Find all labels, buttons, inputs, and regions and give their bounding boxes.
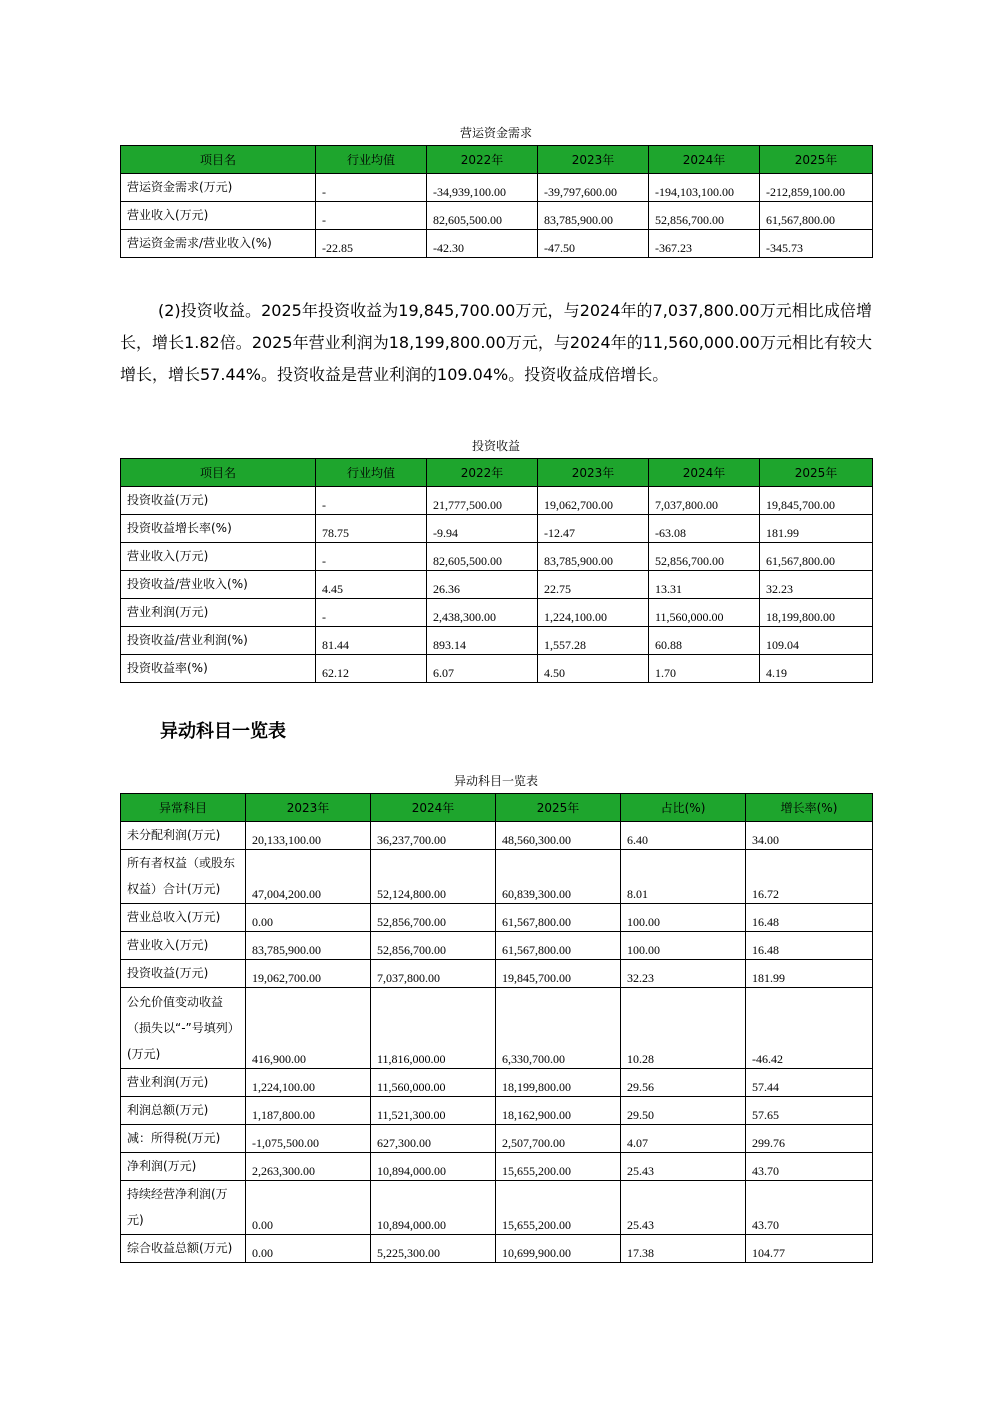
table-cell: 52,856,700.00 [371,904,496,932]
table-cell: 32.23 [760,571,873,599]
table-row [121,571,873,599]
column-header: 项目名 [121,459,316,487]
row-label: 公允价值变动收益（损失以“-”号填列）(万元) [121,988,246,1069]
table-cell: 17.38 [621,1235,746,1263]
table-cell: 11,521,300.00 [371,1097,496,1125]
table-cell: 18,199,800.00 [760,599,873,627]
table-cell: 1,224,100.00 [538,599,649,627]
table-cell: -212,859,100.00 [760,174,873,202]
table-cell: 16.48 [746,904,873,932]
table-cell: 52,856,700.00 [371,932,496,960]
table-row [121,1153,873,1181]
table-header-row [121,146,873,174]
table-cell: 6.40 [621,822,746,850]
row-label: 营运资金需求/营业收入(%) [121,230,316,258]
table-cell: 19,062,700.00 [246,960,371,988]
table-cell: 78.75 [316,515,427,543]
table-row [121,850,873,904]
table-cell: 52,856,700.00 [649,202,760,230]
table-cell: 61,567,800.00 [496,904,621,932]
row-label: 投资收益增长率(%) [121,515,316,543]
table-row [121,543,873,571]
table-row [121,515,873,543]
table-cell: 10,894,000.00 [371,1153,496,1181]
row-label: 营业收入(万元) [121,543,316,571]
table-row [121,822,873,850]
table-cell: 7,037,800.00 [371,960,496,988]
table-cell: 52,856,700.00 [649,543,760,571]
table-cell: 2,438,300.00 [427,599,538,627]
table-cell: 0.00 [246,1235,371,1263]
table-cell: 83,785,900.00 [538,202,649,230]
table-cell: 19,845,700.00 [496,960,621,988]
table-cell: 61,567,800.00 [760,543,873,571]
table-cell: 25.43 [621,1181,746,1235]
column-header: 2023年 [538,459,649,487]
table-cell: 181.99 [760,515,873,543]
table-row [121,1097,873,1125]
table-cell: -22.85 [316,230,427,258]
column-header: 2025年 [496,794,621,822]
table-cell: 83,785,900.00 [538,543,649,571]
row-label: 营业总收入(万元) [121,904,246,932]
column-header: 项目名 [121,146,316,174]
table-cell: 627,300.00 [371,1125,496,1153]
table-cell: 11,560,000.00 [371,1069,496,1097]
table-cell: 29.56 [621,1069,746,1097]
table-row [121,904,873,932]
column-header: 2023年 [538,146,649,174]
working-capital-table [120,145,873,258]
table-cell: 0.00 [246,904,371,932]
row-label: 营业利润(万元) [121,1069,246,1097]
table-header-row [121,459,873,487]
table-row [121,960,873,988]
row-label: 投资收益/营业利润(%) [121,627,316,655]
column-header: 占比(%) [621,794,746,822]
column-header: 2024年 [649,459,760,487]
table-row [121,174,873,202]
table-row [121,487,873,515]
table-cell: 60,839,300.00 [496,850,621,904]
row-label: 综合收益总额(万元) [121,1235,246,1263]
table-cell: 48,560,300.00 [496,822,621,850]
row-label: 未分配利润(万元) [121,822,246,850]
table-cell: 34.00 [746,822,873,850]
row-label: 净利润(万元) [121,1153,246,1181]
column-header: 异常科目 [121,794,246,822]
table-cell: -47.50 [538,230,649,258]
table-cell: 181.99 [746,960,873,988]
table-cell: 10.28 [621,988,746,1069]
table-cell: 8.01 [621,850,746,904]
row-label: 营运资金需求(万元) [121,174,316,202]
table-cell: 1,224,100.00 [246,1069,371,1097]
row-label: 投资收益/营业收入(%) [121,571,316,599]
row-label: 投资收益率(%) [121,655,316,683]
table-cell: - [316,543,427,571]
column-header: 行业均值 [316,459,427,487]
table-row [121,1125,873,1153]
table-cell: 20,133,100.00 [246,822,371,850]
table-cell: 82,605,500.00 [427,543,538,571]
table-cell: 19,845,700.00 [760,487,873,515]
column-header: 行业均值 [316,146,427,174]
row-label: 所有者权益（或股东权益）合计(万元) [121,850,246,904]
column-header: 2024年 [649,146,760,174]
table-cell: 43.70 [746,1181,873,1235]
column-header: 2022年 [427,146,538,174]
table-cell: -194,103,100.00 [649,174,760,202]
table-cell: -367.23 [649,230,760,258]
table-cell: 18,162,900.00 [496,1097,621,1125]
row-label: 营业收入(万元) [121,932,246,960]
table-cell: 299.76 [746,1125,873,1153]
table-row [121,932,873,960]
row-label: 营业收入(万元) [121,202,316,230]
table-cell: 2,507,700.00 [496,1125,621,1153]
table-row [121,599,873,627]
table-cell: 83,785,900.00 [246,932,371,960]
column-header: 2023年 [246,794,371,822]
working-capital-caption: 营运资金需求 [459,126,532,140]
table-cell: 11,816,000.00 [371,988,496,1069]
table-cell: 4.07 [621,1125,746,1153]
table-cell: 61,567,800.00 [496,932,621,960]
table-cell: - [316,174,427,202]
table-cell: -42.30 [427,230,538,258]
column-header: 2022年 [427,459,538,487]
table-cell: 1,557.28 [538,627,649,655]
table-cell: 100.00 [621,904,746,932]
table-cell: 2,263,300.00 [246,1153,371,1181]
table-cell: - [316,487,427,515]
abnormal-items-caption: 异动科目一览表 [453,774,538,788]
table-cell: -345.73 [760,230,873,258]
column-header: 2025年 [760,146,873,174]
table-cell: 62.12 [316,655,427,683]
table-cell: 60.88 [649,627,760,655]
table-cell: 13.31 [649,571,760,599]
table-cell: 0.00 [246,1181,371,1235]
row-label: 减：所得税(万元) [121,1125,246,1153]
table-cell: 10,894,000.00 [371,1181,496,1235]
table-cell: 25.43 [621,1153,746,1181]
table-cell: 82,605,500.00 [427,202,538,230]
table-row [121,1181,873,1235]
table-cell: 19,062,700.00 [538,487,649,515]
table-cell: 61,567,800.00 [760,202,873,230]
table-cell: 57.65 [746,1097,873,1125]
table-cell: 893.14 [427,627,538,655]
table-cell: 15,655,200.00 [496,1153,621,1181]
table-cell: 100.00 [621,932,746,960]
table-cell: 4.50 [538,655,649,683]
table-cell: 11,560,000.00 [649,599,760,627]
table-cell: 1,187,800.00 [246,1097,371,1125]
table-cell: 7,037,800.00 [649,487,760,515]
table-cell: -34,939,100.00 [427,174,538,202]
table-cell: 26.36 [427,571,538,599]
row-label: 持续经营净利润(万元) [121,1181,246,1235]
table-cell: 81.44 [316,627,427,655]
table-cell: 57.44 [746,1069,873,1097]
investment-income-paragraph: (2)投资收益。2025年投资收益为19,845,700.00万元，与2024年的7,037,800.00万元相比成倍增长，增长1.82倍。2025年营业利润为18,199,800.00万元，与2024年的11,560,000.00万元相比有较大增长，增长57.44%。投资收益是营业利润的109.04%。投资收益成倍增长。 [120,301,872,384]
table-cell: 22.75 [538,571,649,599]
table-row [121,1235,873,1263]
table-row [121,988,873,1069]
investment-income-caption: 投资收益 [471,439,520,453]
row-label: 营业利润(万元) [121,599,316,627]
table-row [121,230,873,258]
table-cell: -39,797,600.00 [538,174,649,202]
table-cell: -63.08 [649,515,760,543]
table-cell: -9.94 [427,515,538,543]
row-label: 利润总额(万元) [121,1097,246,1125]
table-cell: 5,225,300.00 [371,1235,496,1263]
table-cell: 15,655,200.00 [496,1181,621,1235]
investment-income-table [120,458,873,683]
table-cell: 18,199,800.00 [496,1069,621,1097]
section-title: 异动科目一览表 [160,721,286,742]
table-cell: 6,330,700.00 [496,988,621,1069]
table-cell: - [316,599,427,627]
table-cell: 4.45 [316,571,427,599]
table-row [121,655,873,683]
table-row [121,202,873,230]
table-cell: -12.47 [538,515,649,543]
row-label: 投资收益(万元) [121,487,316,515]
column-header: 增长率(%) [746,794,873,822]
table-cell: - [316,202,427,230]
table-cell: 16.72 [746,850,873,904]
table-cell: 21,777,500.00 [427,487,538,515]
table-row [121,627,873,655]
table-cell: 109.04 [760,627,873,655]
abnormal-items-table [120,793,873,1263]
table-cell: 416,900.00 [246,988,371,1069]
table-cell: 4.19 [760,655,873,683]
table-cell: 32.23 [621,960,746,988]
table-cell: 1.70 [649,655,760,683]
table-cell: 52,124,800.00 [371,850,496,904]
table-cell: 10,699,900.00 [496,1235,621,1263]
row-label: 投资收益(万元) [121,960,246,988]
table-cell: 6.07 [427,655,538,683]
table-cell: 43.70 [746,1153,873,1181]
column-header: 2024年 [371,794,496,822]
table-header-row [121,794,873,822]
table-cell: -46.42 [746,988,873,1069]
table-cell: 104.77 [746,1235,873,1263]
table-row [121,1069,873,1097]
table-cell: 16.48 [746,932,873,960]
table-cell: 47,004,200.00 [246,850,371,904]
table-cell: 29.50 [621,1097,746,1125]
table-cell: -1,075,500.00 [246,1125,371,1153]
table-cell: 36,237,700.00 [371,822,496,850]
column-header: 2025年 [760,459,873,487]
